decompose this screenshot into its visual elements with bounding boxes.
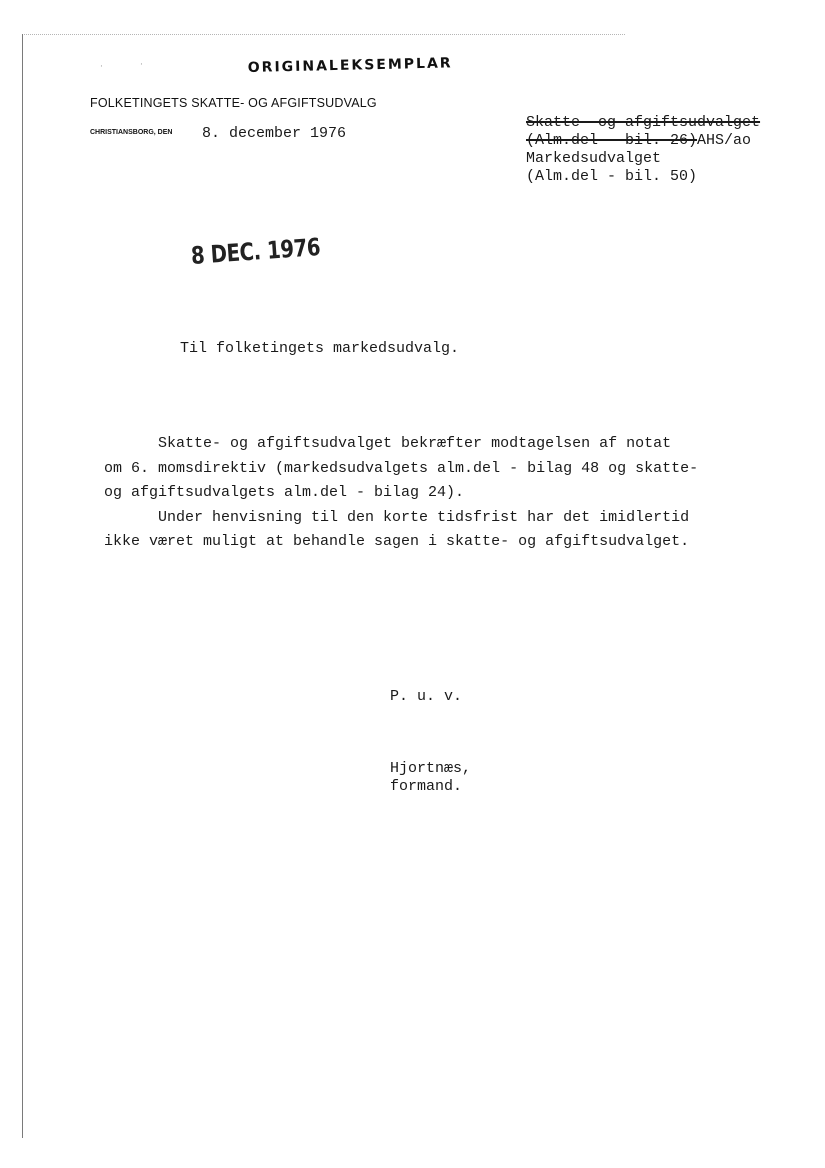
page-edge-top xyxy=(22,34,625,35)
signature-block xyxy=(390,760,471,796)
received-date-stamp: 8 DEC. 1976 xyxy=(190,233,322,270)
body-line: og afgiftsudvalgets alm.del - bilag 24). xyxy=(104,484,465,501)
page-edge-left xyxy=(22,34,23,1138)
body-line: om 6. momsdirektiv (markedsudvalgets alm.del - bilag 48 og skatte- xyxy=(104,459,699,477)
reference-initials: AHS/ao xyxy=(697,132,752,149)
body-line: Under henvisning til den korte tidsfrist har det imidlertid xyxy=(104,508,690,526)
letter-date: 8. december 1976 xyxy=(202,125,347,142)
reference-struck-line: Skatte- og afgiftsudvalget xyxy=(526,114,761,131)
reference-line: Markedsudvalget xyxy=(526,150,662,167)
reference-line: (Alm.del - bil. 50) xyxy=(526,168,698,185)
body-line: ikke været muligt at behandle sagen i skatte- og afgiftsudvalget. xyxy=(104,533,690,550)
reference-struck-line: (Alm.del - bil. 26) xyxy=(526,132,698,149)
addressee-line: Til folketingets markedsudvalg. xyxy=(180,340,460,357)
body-line: Skatte- og afgiftsudvalget bekræfter modtagelsen af notat xyxy=(104,435,672,452)
scan-speck: · xyxy=(100,62,103,72)
committee-name: FOLKETINGETS SKATTE- OG AFGIFTSUDVALG xyxy=(90,96,377,110)
letter-body xyxy=(104,432,764,555)
scan-speck: · xyxy=(140,60,143,70)
reference-block xyxy=(526,114,760,186)
signer-title: formand. xyxy=(390,778,463,795)
closing-phrase: P. u. v. xyxy=(390,688,463,705)
original-copy-stamp: ORIGINALEKSEMPLAR xyxy=(247,55,453,76)
reference-line xyxy=(526,132,760,150)
signer-name: Hjortnæs, xyxy=(390,760,472,777)
place-label: CHRISTIANSBORG, DEN xyxy=(90,129,173,136)
